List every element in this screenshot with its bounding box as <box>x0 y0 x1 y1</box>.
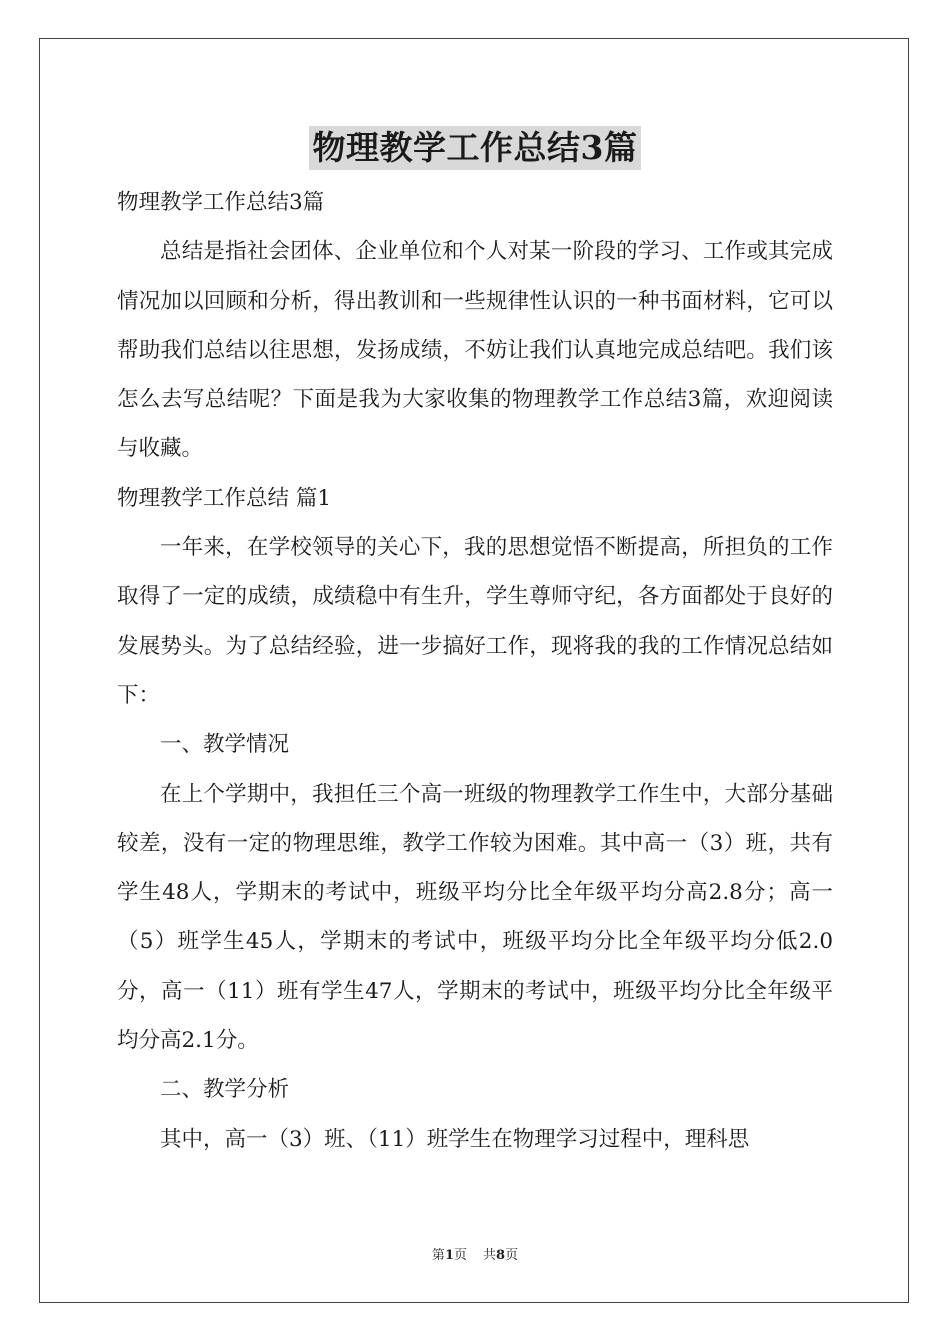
intro-paragraph: 总结是指社会团体、企业单位和个人对某一阶段的学习、工作或其完成情况加以回顾和分析，得出教训和一些规律性认识的一种书面材料，它可以帮助我们总结以往思想，发扬成绩，不妨让我们认真地完成总结吧。我们该怎么去写总结呢？下面是我为大家收集的物理教学工作总结3篇，欢迎阅读与收藏。 <box>117 239 833 462</box>
document-title: 物理教学工作总结3篇 <box>309 126 642 170</box>
page-prefix: 第 <box>431 1248 445 1263</box>
total-pages: 8 <box>496 1248 506 1263</box>
document-subtitle: 物理教学工作总结3篇 <box>117 190 325 215</box>
page-footer <box>0 1244 950 1263</box>
subheading-teaching-analysis: 二、教学分析 <box>160 1077 290 1103</box>
total-suffix: 页 <box>505 1248 519 1263</box>
document-body <box>117 178 833 1164</box>
page-suffix: 页 <box>453 1248 467 1263</box>
section-heading-part1: 物理教学工作总结 篇1 <box>117 485 332 511</box>
total-prefix: 共 <box>483 1248 497 1263</box>
body-paragraph: 其中，高一（3）班、（11）班学生在物理学习过程中，理科思 <box>160 1126 750 1152</box>
subheading-teaching-situation: 一、教学情况 <box>160 732 290 758</box>
body-paragraph: 一年来，在学校领导的关心下，我的思想觉悟不断提高，所担负的工作取得了一定的成绩，成绩稳中有生升，学生尊师守纪，各方面都处于良好的发展势头。为了总结经验，进一步搞好工作，现将我的我的工作情况总结如下： <box>117 535 833 708</box>
title-container <box>0 126 950 170</box>
page-number: 1 <box>444 1248 454 1263</box>
body-paragraph: 在上个学期中，我担任三个高一班级的物理教学工作生中，大部分基础较差，没有一定的物理思维，教学工作较为困难。其中高一（3）班，共有学生48人，学期末的考试中，班级平均分比全年级平均分高2.8分；高一（5）班学生45人，学期末的考试中，班级平均分比全年级平均分低2.0分，高一（11）班有学生47人，学期末的考试中，班级平均分比全年级平均分高2.1分。 <box>117 781 833 1054</box>
